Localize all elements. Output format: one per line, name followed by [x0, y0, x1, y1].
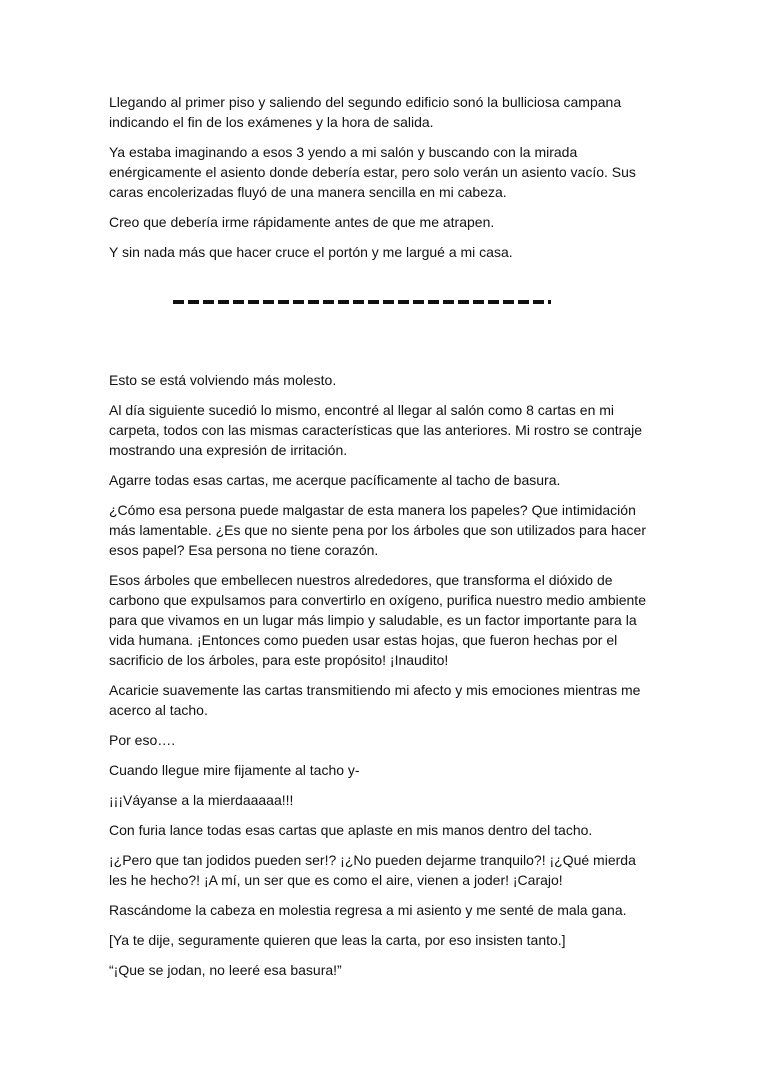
paragraph: [Ya te dije, seguramente quieren que leas la carta, por eso insisten tanto.] [109, 932, 566, 948]
paragraph: Esos árboles que embellecen nuestros alrededores, que transforma el dióxido de carbono que expulsamos para convertirlo en oxígeno, purifica nuestro medio ambiente para que vivamos en un lugar más limpio y saludable, es un factor importante para la vida humana. ¡Entonces como pueden usar estas hojas, que fueron hechas por el sacrificio de los árboles, para este propósito! ¡Inaudito! [109, 572, 646, 668]
text-column [109, 92, 657, 990]
paragraph: Por eso…. [109, 732, 176, 748]
paragraph: ¿Cómo esa persona puede malgastar de esta manera los papeles? Que intimidación más lamentable. ¿Es que no siente pena por los árboles que son utilizados para hacer esos papel? Esa persona no tiene corazón. [109, 502, 646, 558]
paragraph: Y sin nada más que hacer cruce el portón y me largué a mi casa. [109, 244, 513, 260]
scene-break [109, 272, 657, 370]
paragraph: Rascándome la cabeza en molestia regresa a mi asiento y me senté de mala gana. [109, 902, 627, 918]
paragraph: Acaricie suavemente las cartas transmitiendo mi afecto y mis emociones mientras me acerco al tacho. [109, 682, 641, 718]
paragraph: “¡Que se jodan, no leeré esa basura!” [109, 962, 342, 978]
paragraph: Cuando llegue mire fijamente al tacho y- [109, 762, 360, 778]
paragraph: Creo que debería irme rápidamente antes de que me atrapen. [109, 214, 495, 230]
scene-break-dashes [173, 300, 551, 304]
paragraph: Ya estaba imaginando a esos 3 yendo a mi salón y buscando con la mirada enérgicamente el asiento donde debería estar, pero solo verán un asiento vacío. Sus caras encolerizadas fluyó de una manera sencilla en mi cabeza. [109, 144, 636, 200]
paragraph: Esto se está volviendo más molesto. [109, 372, 337, 388]
paragraph: Llegando al primer piso y saliendo del segundo edificio sonó la bulliciosa campana indicando el fin de los exámenes y la hora de salida. [109, 94, 622, 130]
paragraph: ¡¿Pero que tan jodidos pueden ser!? ¡¿No pueden dejarme tranquilo?! ¡¿Qué mierda les he hecho?! ¡A mí, un ser que es como el aire, vienen a joder! ¡Carajo! [109, 852, 636, 888]
paragraph: ¡¡¡Váyanse a la mierdaaaaa!!! [109, 792, 294, 808]
paragraph: Agarre todas esas cartas, me acerque pacíficamente al tacho de basura. [109, 472, 561, 488]
paragraph: Con furia lance todas esas cartas que aplaste en mis manos dentro del tacho. [109, 822, 593, 838]
paragraph: Al día siguiente sucedió lo mismo, encontré al llegar al salón como 8 cartas en mi carpeta, todos con las mismas características que las anteriores. Mi rostro se contraje mostrando una expresión de irritación. [109, 402, 642, 458]
